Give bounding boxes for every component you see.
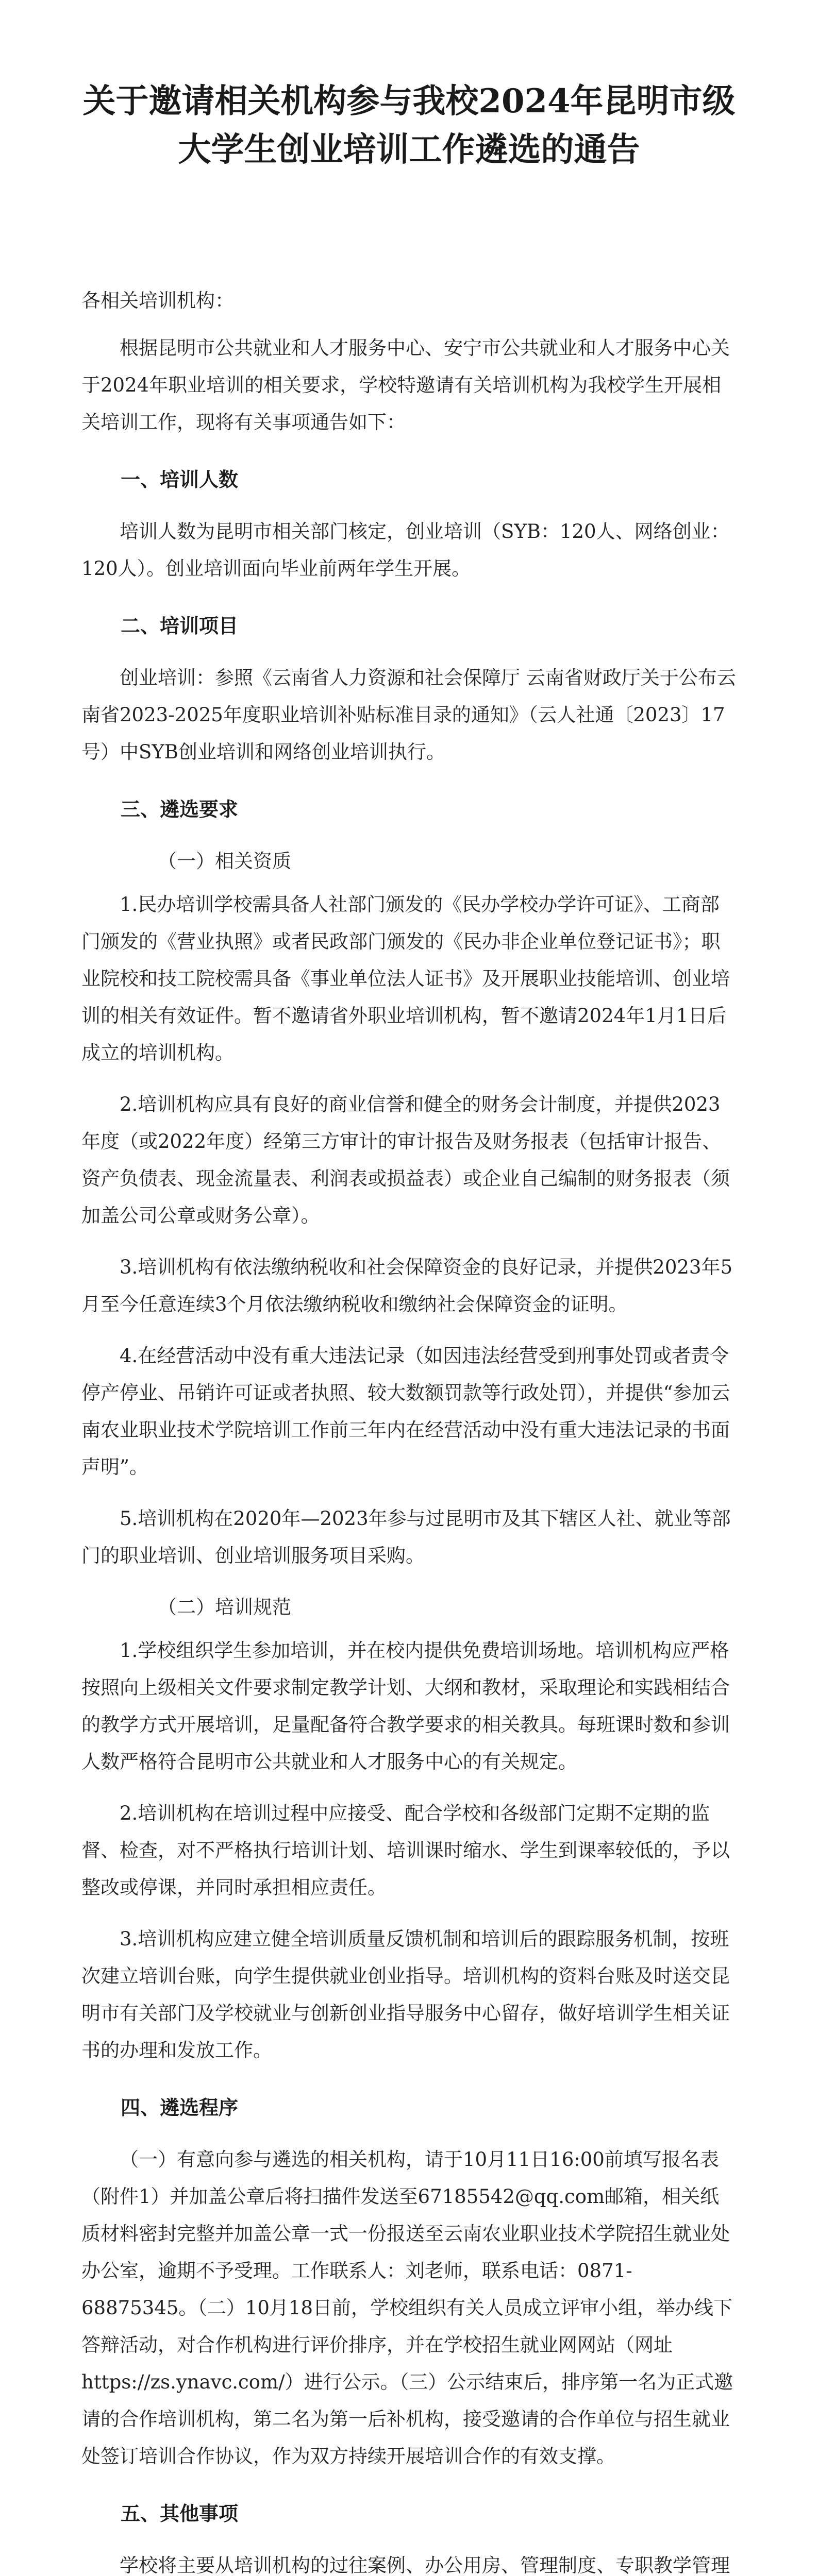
intro-paragraph: 根据昆明市公共就业和人才服务中心、安宁市公共就业和人才服务中心关于2024年职业培训的相关要求，学校特邀请有关培训机构为我校学生开展相关培训工作，现将有关事项通告如下： — [81, 337, 730, 433]
standard-item: 3.培训机构应建立健全培训质量反馈机制和培训后的跟踪服务机制，按班次建立培训台账，向学生提供就业创业指导。培训机构的资料台账及时送交昆明市有关部门及学校就业与创新创业指导服务中心留存，做好培训学生相关证书的办理和发放工作。 — [81, 1928, 730, 2061]
qualification-item: 5.培训机构在2020年—2023年参与过昆明市及其下辖区人社、就业等部门的职业培训、创业培训服务项目采购。 — [81, 1507, 731, 1567]
section-1-text: 培训人数为昆明市相关部门核定，创业培训（SYB：120人、网络创业：120人）。创业培训面向毕业前两年学生开展。 — [81, 520, 730, 580]
section-heading-4: 四、遴选程序 — [121, 2096, 239, 2119]
section-5-text: 学校将主要从培训机构的过往案例、办公用房、管理制度、专职教学管理 — [120, 2554, 730, 2576]
standard-item: 2.培训机构在培训过程中应接受、配合学校和各级部门定期不定期的监督、检查，对不严格执行培训计划、培训课时缩水、学生到课率较低的，予以整改或停课，并同时承担相应责任。 — [81, 1802, 730, 1899]
section-heading-3: 三、遴选要求 — [121, 798, 239, 821]
notice-title: 关于邀请相关机构参与我校2024年昆明市级大学生创业培训工作遴选的通告 — [82, 82, 736, 169]
section-2-text: 创业培训：参照《云南省人力资源和社会保障厅 云南省财政厅关于公布云南省2023-2025年度职业培训补贴标准目录的通知》（云人社通〔2023〕17号）中SYB创业培训和网络创业培训执行。 — [81, 667, 736, 763]
section-heading-1: 一、培训人数 — [121, 468, 239, 491]
qualification-item: 2.培训机构应具有良好的商业信誉和健全的财务会计制度，并提供2023年度（或2022年度）经第三方审计的审计报告及财务报表（包括审计报告、资产负债表、现金流量表、利润表或损益表）或企业自己编制的财务报表（须加盖公司公章或财务公章）。 — [81, 1093, 730, 1227]
qualification-item: 3.培训机构有依法缴纳税收和社会保障资金的良好记录，并提供2023年5月至今任意连续3个月依法缴纳税收和缴纳社会保障资金的证明。 — [81, 1256, 733, 1315]
standard-item: 1.学校组织学生参加培训，并在校内提供免费培训场地。培训机构应严格按照向上级相关文件要求制定教学计划、大纲和教材，采取理论和实践相结合的教学方式开展培训，足量配备符合教学要求的相关教具。每班课时数和参训人数严格符合昆明市公共就业和人才服务中心的有关规定。 — [81, 1639, 730, 1773]
qualification-item: 4.在经营活动中没有重大违法记录（如因违法经营受到刑事处罚或者责令停产停业、吊销许可证或者执照、较大数额罚款等行政处罚），并提供“参加云南农业职业技术学院培训工作前三年内在经营活动中没有重大违法记录的书面声明”。 — [81, 1345, 730, 1478]
procedure-text: （一）有意向参与遴选的相关机构，请于10月11日16:00前填写报名表（附件1）并加盖公章后将扫描件发送至67185542@qq.com邮箱，相关纸质材料密封完整并加盖公章一式一份报送至云南农业职业技术学院招生就业处办公室，逾期不予受理。工作联系人：刘老师，联系电话：0871-68875345。（二）10月18日前，学校组织有关人员成立评审小组，举办线下答辩活动，对合作机构进行评价排序，并在学校招生就业网网站（网址https://zs.ynavc.com/）进行公示。（三）公示结束后，排序第一名为正式邀请的合作培训机构，第二名为第一后补机构，接受邀请的合作单位与招生就业处签订培训合作协议，作为双方持续开展培训合作的有效支撑。 — [81, 2148, 733, 2467]
qualification-item: 1.民办培训学校需具备人社部门颁发的《民办学校办学许可证》、工商部门颁发的《营业执照》或者民政部门颁发的《民办非企业单位登记证书》；职业院校和技工院校需具备《事业单位法人证书》及开展职业技能培训、创业培训的相关有效证件。暂不邀请省外职业培训机构，暂不邀请2024年1月1日后成立的培训机构。 — [81, 893, 730, 1064]
subsection-heading-standards: （二）培训规范 — [158, 1596, 291, 1618]
salutation: 各相关培训机构： — [81, 290, 234, 312]
section-heading-2: 二、培训项目 — [121, 615, 239, 637]
section-heading-5: 五、其他事项 — [121, 2502, 239, 2525]
subsection-heading-qualifications: （一）相关资质 — [158, 850, 291, 872]
